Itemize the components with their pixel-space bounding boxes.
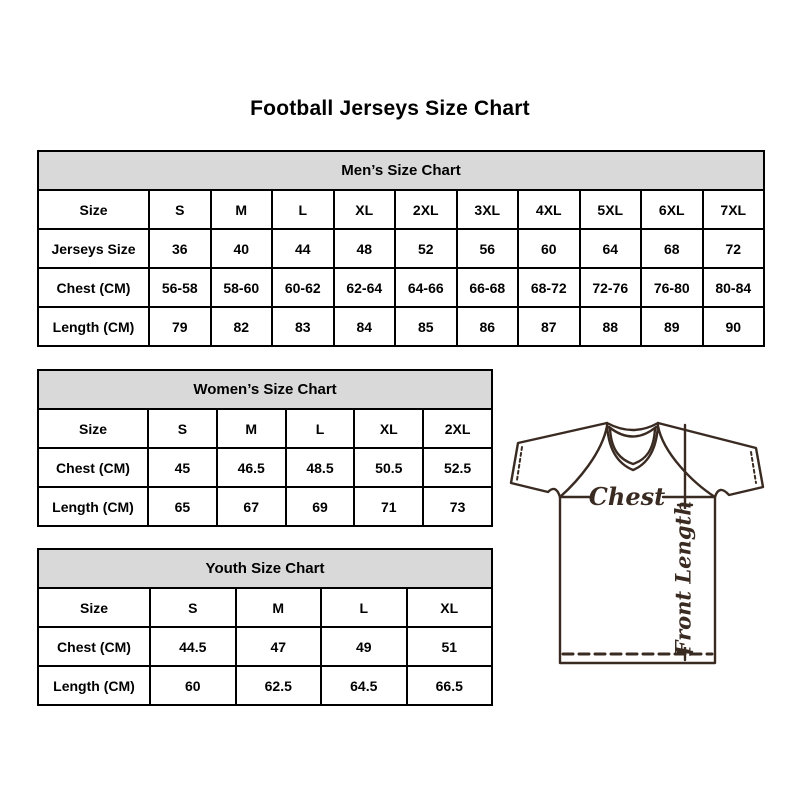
value-cell: S <box>148 409 217 448</box>
value-cell: 62.5 <box>236 666 322 705</box>
row-label-cell: Chest (CM) <box>38 627 150 666</box>
table-title: Women’s Size Chart <box>38 370 492 409</box>
value-cell: 48 <box>334 229 396 268</box>
row-label-cell: Size <box>38 409 148 448</box>
value-cell: 3XL <box>457 190 519 229</box>
value-cell: 7XL <box>703 190 765 229</box>
value-cell: L <box>272 190 334 229</box>
value-cell: 56 <box>457 229 519 268</box>
value-cell: 60 <box>518 229 580 268</box>
value-cell: 69 <box>286 487 355 526</box>
value-cell: 48.5 <box>286 448 355 487</box>
table-row <box>38 588 492 627</box>
value-cell: M <box>217 409 286 448</box>
youth-size-table-grid <box>37 548 493 706</box>
mens-size-table-grid <box>37 150 765 347</box>
table-row <box>38 190 764 229</box>
value-cell: 67 <box>217 487 286 526</box>
value-cell: 52 <box>395 229 457 268</box>
value-cell: 66-68 <box>457 268 519 307</box>
table-title-row <box>38 549 492 588</box>
table-row <box>38 448 492 487</box>
table-row <box>38 487 492 526</box>
value-cell: 72 <box>703 229 765 268</box>
value-cell: 36 <box>149 229 211 268</box>
row-label-cell: Chest (CM) <box>38 448 148 487</box>
value-cell: 47 <box>236 627 322 666</box>
value-cell: 68 <box>641 229 703 268</box>
value-cell: 80-84 <box>703 268 765 307</box>
value-cell: 2XL <box>423 409 492 448</box>
front-length-label: Front Length <box>670 500 696 656</box>
value-cell: 6XL <box>641 190 703 229</box>
value-cell: XL <box>407 588 493 627</box>
jersey-outline-icon <box>511 423 763 663</box>
value-cell: L <box>321 588 407 627</box>
value-cell: 40 <box>211 229 273 268</box>
value-cell: 58-60 <box>211 268 273 307</box>
mens-size-table <box>37 150 765 347</box>
row-label-cell: Size <box>38 190 149 229</box>
value-cell: 5XL <box>580 190 642 229</box>
value-cell: 72-76 <box>580 268 642 307</box>
value-cell: 46.5 <box>217 448 286 487</box>
jersey-measurement-diagram <box>505 413 767 671</box>
table-title-row <box>38 151 764 190</box>
table-row <box>38 666 492 705</box>
row-label-cell: Chest (CM) <box>38 268 149 307</box>
value-cell: 66.5 <box>407 666 493 705</box>
row-label-cell: Length (CM) <box>38 307 149 346</box>
row-label-cell: Size <box>38 588 150 627</box>
table-row <box>38 229 764 268</box>
table-title-row <box>38 370 492 409</box>
value-cell: XL <box>354 409 423 448</box>
row-label-cell: Jerseys Size <box>38 229 149 268</box>
value-cell: 44.5 <box>150 627 236 666</box>
womens-size-table <box>37 369 493 527</box>
value-cell: 64-66 <box>395 268 457 307</box>
value-cell: 76-80 <box>641 268 703 307</box>
page-title: Football Jerseys Size Chart <box>250 97 530 120</box>
value-cell: 87 <box>518 307 580 346</box>
value-cell: 4XL <box>518 190 580 229</box>
value-cell: S <box>150 588 236 627</box>
value-cell: 62-64 <box>334 268 396 307</box>
value-cell: 2XL <box>395 190 457 229</box>
value-cell: 89 <box>641 307 703 346</box>
value-cell: 88 <box>580 307 642 346</box>
jersey-diagram-icon <box>505 413 767 671</box>
value-cell: 71 <box>354 487 423 526</box>
table-row <box>38 409 492 448</box>
value-cell: 84 <box>334 307 396 346</box>
table-title: Men’s Size Chart <box>38 151 764 190</box>
collar-back-arc-1 <box>607 423 658 430</box>
value-cell: S <box>149 190 211 229</box>
value-cell: 82 <box>211 307 273 346</box>
value-cell: 52.5 <box>423 448 492 487</box>
value-cell: 73 <box>423 487 492 526</box>
value-cell: 51 <box>407 627 493 666</box>
table-title: Youth Size Chart <box>38 549 492 588</box>
value-cell: 44 <box>272 229 334 268</box>
value-cell: 64 <box>580 229 642 268</box>
youth-size-table <box>37 548 493 706</box>
row-label-cell: Length (CM) <box>38 487 148 526</box>
value-cell: M <box>236 588 322 627</box>
value-cell: 90 <box>703 307 765 346</box>
table-row <box>38 307 764 346</box>
value-cell: 83 <box>272 307 334 346</box>
value-cell: 45 <box>148 448 217 487</box>
table-row <box>38 268 764 307</box>
womens-size-table-grid <box>37 369 493 527</box>
value-cell: 64.5 <box>321 666 407 705</box>
row-label-cell: Length (CM) <box>38 666 150 705</box>
value-cell: 49 <box>321 627 407 666</box>
value-cell: 60 <box>150 666 236 705</box>
value-cell: 50.5 <box>354 448 423 487</box>
value-cell: 65 <box>148 487 217 526</box>
table-row <box>38 627 492 666</box>
value-cell: 86 <box>457 307 519 346</box>
value-cell: M <box>211 190 273 229</box>
value-cell: 79 <box>149 307 211 346</box>
value-cell: 68-72 <box>518 268 580 307</box>
chest-label: Chest <box>588 482 666 511</box>
value-cell: 85 <box>395 307 457 346</box>
value-cell: 56-58 <box>149 268 211 307</box>
value-cell: 60-62 <box>272 268 334 307</box>
value-cell: XL <box>334 190 396 229</box>
value-cell: L <box>286 409 355 448</box>
collar-back-arc-2 <box>609 427 656 437</box>
